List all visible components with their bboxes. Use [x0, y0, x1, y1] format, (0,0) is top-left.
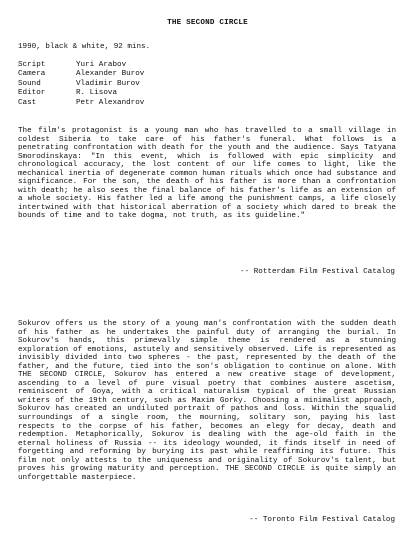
credit-name: Yuri Arabov — [76, 61, 127, 69]
source-rotterdam: -- Rotterdam Film Festival Catalog — [240, 268, 395, 276]
credit-name: Alexander Burov — [76, 70, 145, 79]
credit-role: Editor — [18, 89, 46, 98]
credits-list — [18, 61, 144, 108]
review-paragraph-rotterdam: The film's protagonist is a young man who has travelled to a small village in coldest Siberia to take care of his father's funeral. What follows is a penetrating confrontation with death for the youth and the audience. Says Tatyana Smorodinskaya: "In this event, which is followed with epic simplicity and chronological accuracy, the lost content of our life comes to light, like the mechanical inertia of degenerate common human rituals which once had substance and significance. For the son, the death of his father is more than a confrontation with death; he also sees the final balance of his father's life as an extension of a whole society. His father led a life among the punishment camps, a life closely intertwined with that historical aberration of a society which dared to break the bounds of time and to take dogma, not truth, as its guideline." — [18, 127, 396, 221]
credit-row — [18, 61, 144, 70]
film-meta: 1990, black & white, 92 mins. — [18, 43, 151, 51]
credit-name: Vladimir Burov — [76, 79, 140, 88]
credit-role: Cast — [18, 98, 37, 107]
credit-row — [18, 70, 144, 79]
credit-name: Petr Alexandrov — [76, 98, 145, 107]
credit-role: Script — [18, 61, 46, 69]
credit-role: Camera — [18, 70, 46, 79]
credit-name: R. Lisova — [76, 89, 118, 98]
source-toronto: -- Toronto Film Festival Catalog — [249, 516, 395, 524]
document-title: THE SECOND CIRCLE — [167, 19, 248, 27]
credit-row — [18, 99, 144, 108]
credit-row — [18, 89, 144, 98]
credit-row — [18, 80, 144, 89]
review-paragraph-toronto: Sokurov offers us the story of a young man's confrontation with the sudden death of his father as he undertakes the painful duty of arranging the burial. In Sokurov's hands, this primevally simple theme is rendered as a stunning exploration of emotions, astutely and sensitively observed. Life is represented as invisibly divided into two spheres - the past, represented by the death of the father, and the future, tied into the son's obligation to continue on alone. With THE SECOND CIRCLE, Sokurov has entered a new creative stage of development, ascending to a level of pure visual poetry that combines austere ascetism, reminiscent of Goya, with a critical naturalism typical of the great Russian writers of the 19th century, such as Maxim Gorky. Choosing a minimalist approach, Sokurov has created an undiluted portrait of pathos and loss. Within the squalid surroundings of a single room, the mourning, solitary son, paying his last respects to the corpse of his father, becomes an elegy for decay, death and redemption. Metaphorically, Sokurov is dealing with the age-old faith in the eternal holiness of Russia -- its ideology wounded, it finds itself in need of forgetting and reforming by burying its past while reaffirming its future. This film not only attests to the uniqueness and originality of Sokurov's talent, but proves his growing maturity and perception. THE SECOND CIRCLE is quite simply an unforgettable masterpiece. — [18, 320, 396, 482]
credit-role: Sound — [18, 79, 41, 88]
